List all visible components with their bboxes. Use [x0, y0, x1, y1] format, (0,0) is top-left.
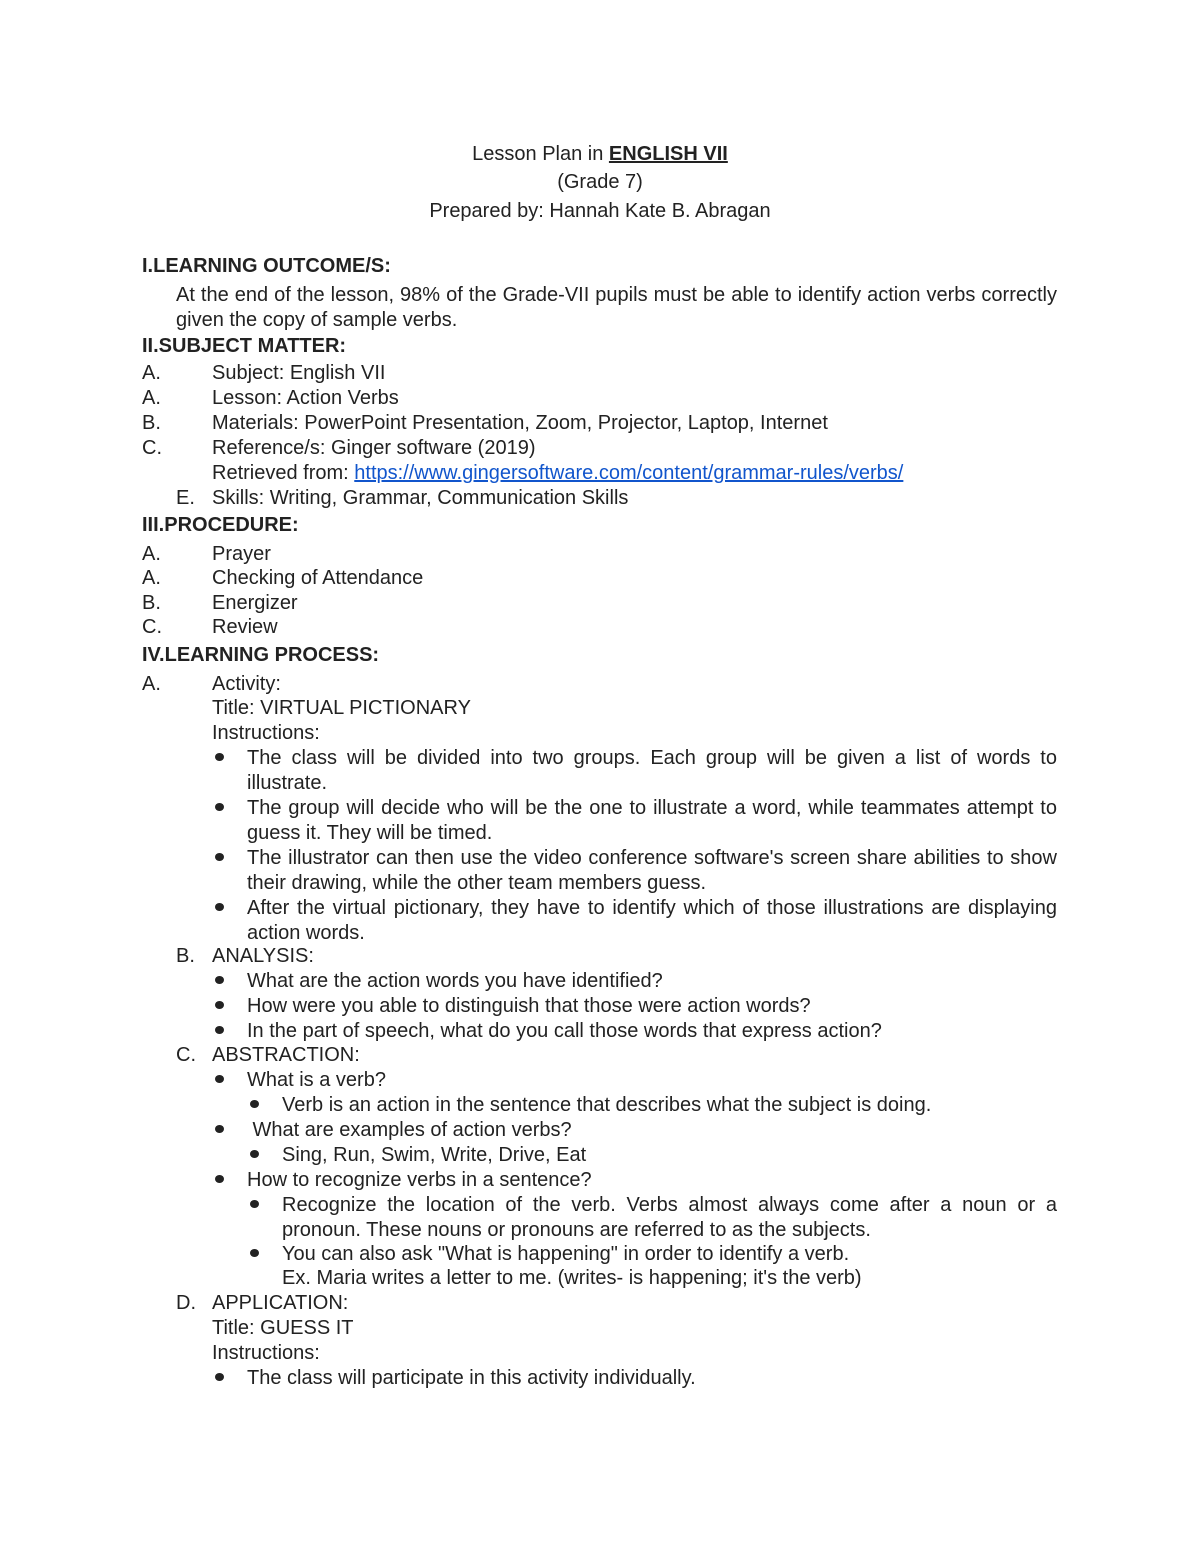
analysis-label: ANALYSIS: — [212, 945, 314, 967]
heading-procedure: III.PROCEDURE: — [142, 514, 299, 536]
activity-title: Title: VIRTUAL PICTIONARY — [212, 697, 471, 719]
reference-item: Reference/s: Ginger software (2019) — [212, 437, 536, 459]
bullet-icon — [215, 1175, 224, 1183]
application-bullet: The class will participate in this activity individually. — [247, 1367, 696, 1389]
analysis-bullet: In the part of speech, what do you call those words that express action? — [247, 1020, 882, 1042]
list-letter: B. — [142, 412, 161, 434]
heading-subject-matter: II.SUBJECT MATTER: — [142, 335, 347, 357]
subject-item: Subject: English VII — [212, 362, 386, 384]
abstraction-answer: Verb is an action in the sentence that describes what the subject is doing. — [282, 1094, 932, 1116]
abstraction-example: Ex. Maria writes a letter to me. (writes- is happening; it's the verb) — [282, 1267, 862, 1289]
activity-bullet: The illustrator can then use the video conference software's screen share abilities to show their drawing, while the other team members guess. — [247, 847, 1057, 894]
prepared-by: Prepared by: Hannah Kate B. Abragan — [429, 200, 771, 222]
procedure-item: Checking of Attendance — [212, 567, 424, 589]
list-letter: A. — [142, 543, 161, 565]
abstraction-question: What is a verb? — [247, 1069, 386, 1091]
bullet-icon — [215, 1075, 224, 1083]
abstraction-label: ABSTRACTION: — [212, 1044, 360, 1066]
learning-outcomes-text: At the end of the lesson, 98% of the Grade-VII pupils must be able to identify action verbs correctly given the copy of sample verbs. — [176, 284, 1057, 331]
procedure-item: Prayer — [212, 543, 271, 565]
lesson-item: Lesson: Action Verbs — [212, 387, 399, 409]
activity-label: Activity: — [212, 673, 281, 695]
list-letter: A. — [142, 673, 161, 695]
abstraction-answer: Sing, Run, Swim, Write, Drive, Eat — [282, 1144, 587, 1166]
bullet-icon — [250, 1249, 259, 1257]
bullet-icon — [215, 1125, 224, 1133]
bullet-icon — [215, 976, 224, 984]
list-letter: B. — [142, 592, 161, 614]
application-instructions-label: Instructions: — [212, 1342, 320, 1364]
retrieved-from-line — [212, 461, 903, 486]
procedure-item: Review — [212, 616, 278, 638]
heading-learning-process: IV.LEARNING PROCESS: — [142, 644, 380, 666]
activity-bullet: After the virtual pictionary, they have to identify which of those illustrations are displaying action words. — [247, 897, 1057, 944]
activity-bullet: The group will decide who will be the one to illustrate a word, while teammates attempt to guess it. They will be timed. — [247, 797, 1057, 844]
application-title: Title: GUESS IT — [212, 1317, 354, 1339]
analysis-bullet: How were you able to distinguish that those were action words? — [247, 995, 811, 1017]
title-subject: ENGLISH VII — [608, 143, 728, 165]
list-letter: B. — [176, 945, 195, 967]
grade-line: (Grade 7) — [557, 171, 643, 193]
abstraction-question: What are examples of action verbs? — [247, 1119, 572, 1141]
activity-instructions-label: Instructions: — [212, 722, 320, 744]
bullet-icon — [215, 1001, 224, 1009]
bullet-icon — [250, 1100, 259, 1108]
abstraction-question: How to recognize verbs in a sentence? — [247, 1169, 592, 1191]
skills-item: Skills: Writing, Grammar, Communication Skills — [212, 487, 629, 509]
bullet-icon — [215, 803, 224, 811]
bullet-icon — [215, 753, 224, 761]
document-title — [0, 142, 1200, 167]
retrieved-label: Retrieved from: — [212, 462, 355, 484]
list-letter: E. — [176, 487, 195, 509]
bullet-icon — [250, 1150, 259, 1158]
list-letter: C. — [142, 437, 162, 459]
reference-link[interactable]: https://www.gingersoftware.com/content/grammar-rules/verbs/ — [354, 462, 904, 484]
analysis-bullet: What are the action words you have identified? — [247, 970, 663, 992]
list-letter: C. — [176, 1044, 196, 1066]
activity-bullet: The class will be divided into two groups. Each group will be given a list of words to illustrate. — [247, 747, 1057, 794]
bullet-icon — [250, 1200, 259, 1208]
title-prefix: Lesson Plan in — [472, 143, 609, 165]
bullet-icon — [215, 1373, 224, 1381]
list-letter: A. — [142, 387, 161, 409]
procedure-item: Energizer — [212, 592, 298, 614]
application-label: APPLICATION: — [212, 1292, 349, 1314]
list-letter: D. — [176, 1292, 196, 1314]
materials-item: Materials: PowerPoint Presentation, Zoom, Projector, Laptop, Internet — [212, 412, 828, 434]
abstraction-answer: Recognize the location of the verb. Verbs almost always come after a noun or a pronoun. These nouns or pronouns are referred to as the subjects. — [282, 1194, 1057, 1241]
bullet-icon — [215, 853, 224, 861]
bullet-icon — [215, 903, 224, 911]
list-letter: A. — [142, 362, 161, 384]
list-letter: C. — [142, 616, 162, 638]
abstraction-answer: You can also ask "What is happening" in order to identify a verb. — [282, 1243, 850, 1265]
list-letter: A. — [142, 567, 161, 589]
heading-learning-outcomes: I.LEARNING OUTCOME/S: — [142, 255, 391, 277]
bullet-icon — [215, 1026, 224, 1034]
